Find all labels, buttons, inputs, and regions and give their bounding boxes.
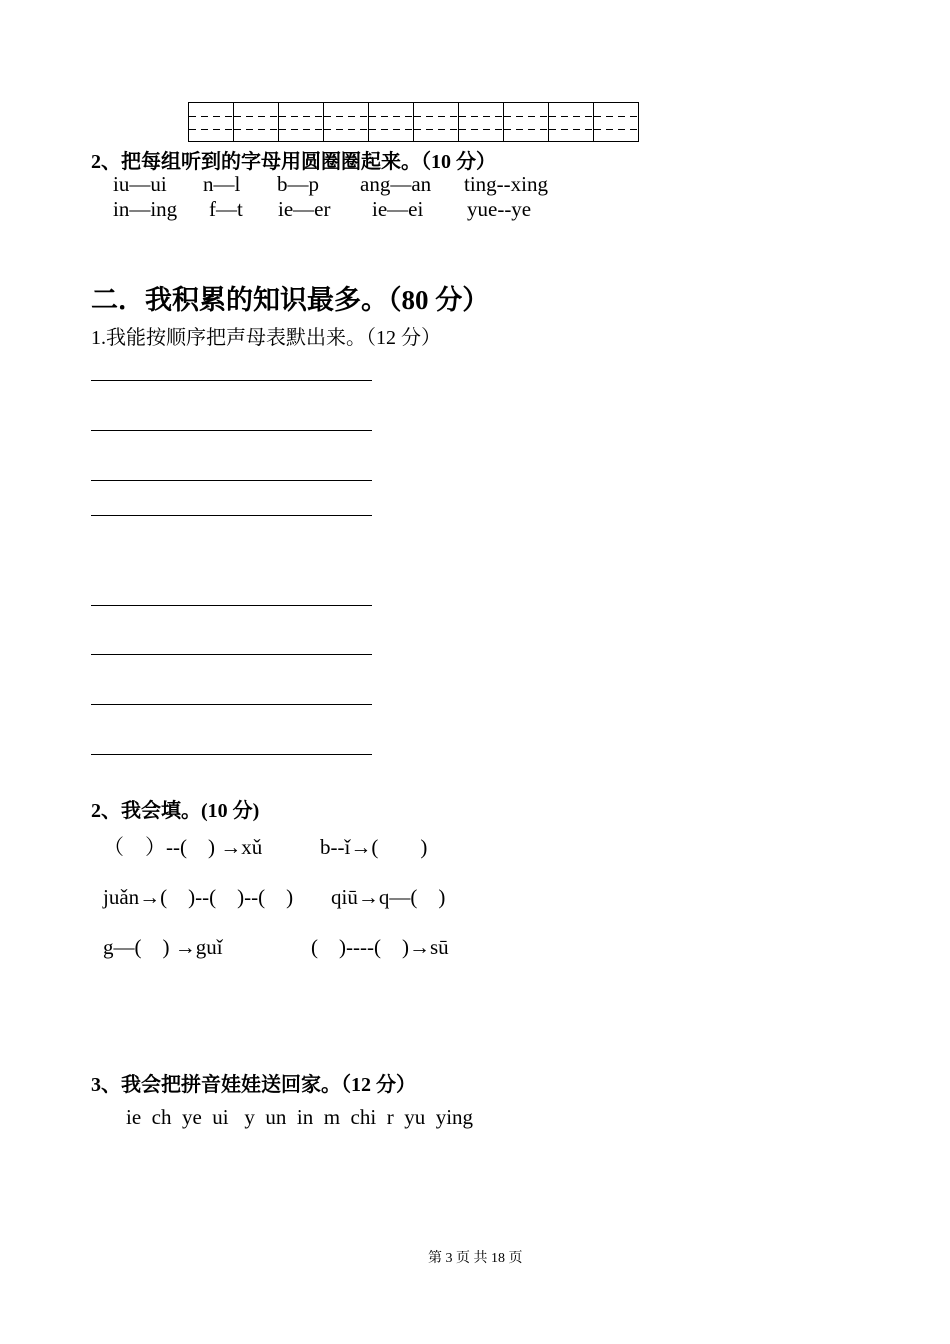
listen-pair[interactable]: f—t — [209, 197, 243, 221]
listen-pair[interactable]: ting--xing — [464, 172, 548, 196]
grid-cell — [233, 102, 279, 142]
writing-line[interactable] — [91, 704, 372, 705]
fill-item[interactable]: b--ǐ→( ) — [320, 835, 428, 859]
listen-pair[interactable]: in—ing — [113, 197, 178, 221]
grid-cell — [548, 102, 594, 142]
listen-pair[interactable]: yue--ye — [467, 197, 532, 221]
writing-line[interactable] — [91, 430, 372, 431]
grid-cell — [593, 102, 639, 142]
listen-pair[interactable]: iu—ui — [113, 172, 167, 196]
listen-pair[interactable]: b—p — [277, 172, 319, 196]
listen-pair[interactable]: ang—an — [360, 172, 432, 196]
pinyin-items: ie ch ye ui y un in m chi r yu ying — [126, 1105, 474, 1129]
listen-pair[interactable]: ie—ei — [372, 197, 424, 221]
fill-item[interactable]: ( )----( )→sū — [311, 935, 449, 959]
grid-cell — [323, 102, 369, 142]
fill-item[interactable]: （ ）--( ) →xǔ — [103, 835, 263, 859]
listen-pair[interactable]: n—l — [203, 172, 241, 196]
question-initials-title: 1.我能按顺序把声母表默出来。（12 分） — [91, 327, 441, 349]
grid-cell — [188, 102, 234, 142]
fill-item[interactable]: juǎn→( )--( )--( ) — [103, 885, 294, 909]
page-number: 第 3 页 共 18 页 — [428, 1251, 523, 1266]
writing-line[interactable] — [91, 754, 372, 755]
fill-item[interactable]: g—( ) →guǐ — [103, 935, 223, 959]
grid-cell — [368, 102, 414, 142]
grid-cell — [413, 102, 459, 142]
fill-item[interactable]: qiū→q—( ) — [331, 885, 446, 909]
section-title: 二．我积累的知识最多。（80 分） — [91, 285, 490, 315]
listen-pair[interactable]: ie—er — [278, 197, 331, 221]
writing-line[interactable] — [91, 515, 372, 516]
writing-line[interactable] — [91, 480, 372, 481]
grid-cell — [278, 102, 324, 142]
pinyin-writing-grid — [188, 102, 639, 142]
writing-line[interactable] — [91, 605, 372, 606]
question-fill-title: 2、我会填。(10 分) — [91, 800, 260, 822]
writing-line[interactable] — [91, 654, 372, 655]
writing-line[interactable] — [91, 380, 372, 381]
grid-cell — [503, 102, 549, 142]
grid-cell — [458, 102, 504, 142]
question-pinyin-home-title: 3、我会把拼音娃娃送回家。（12 分） — [91, 1074, 416, 1096]
question-listen-title: 2、把每组听到的字母用圆圈圈起来。（10 分） — [91, 151, 496, 173]
